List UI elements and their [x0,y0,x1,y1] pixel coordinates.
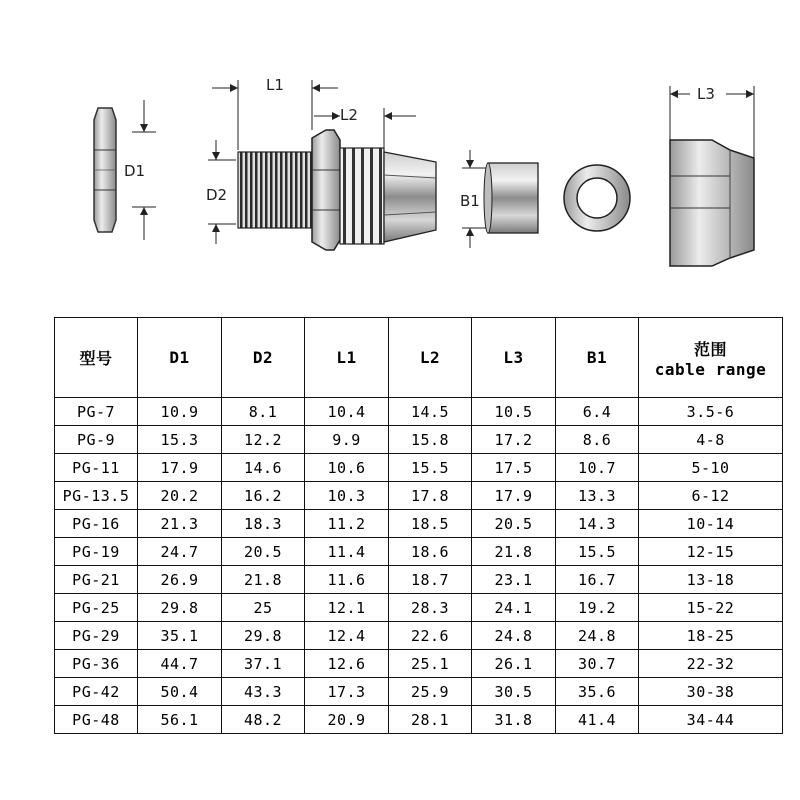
cell-b1: 6.4 [556,398,639,426]
cell-l1: 10.6 [305,454,389,482]
cell-l2: 18.6 [389,538,472,566]
header-model: 型号 [55,318,138,398]
table-row [55,594,783,622]
cell-model: PG-19 [55,538,138,566]
cell-cable-range: 12-15 [639,538,783,566]
cell-l1: 11.4 [305,538,389,566]
cell-b1: 30.7 [556,650,639,678]
cell-l2: 28.1 [389,706,472,734]
cell-l1: 12.4 [305,622,389,650]
cell-l3: 24.8 [472,622,556,650]
header-row [55,318,783,398]
cell-cable-range: 15-22 [639,594,783,622]
cell-l2: 18.5 [389,510,472,538]
cell-d1: 35.1 [138,622,222,650]
cell-model: PG-29 [55,622,138,650]
header-d2: D2 [222,318,305,398]
cell-model: PG-9 [55,426,138,454]
cell-model: PG-36 [55,650,138,678]
cell-l3: 20.5 [472,510,556,538]
cell-d2: 48.2 [222,706,305,734]
table-row [55,678,783,706]
cell-d1: 56.1 [138,706,222,734]
table-row [55,622,783,650]
cell-l2: 28.3 [389,594,472,622]
cell-d1: 20.2 [138,482,222,510]
cell-l3: 17.2 [472,426,556,454]
cell-model: PG-7 [55,398,138,426]
cell-l2: 15.8 [389,426,472,454]
cell-d1: 24.7 [138,538,222,566]
cell-d1: 15.3 [138,426,222,454]
cell-cable-range: 13-18 [639,566,783,594]
spec-table [54,317,783,734]
cell-l1: 20.9 [305,706,389,734]
cell-l2: 25.1 [389,650,472,678]
cell-d2: 20.5 [222,538,305,566]
header-range-en: cable range [654,359,767,379]
cell-l2: 25.9 [389,678,472,706]
cell-d1: 17.9 [138,454,222,482]
cell-d2: 14.6 [222,454,305,482]
cell-l3: 23.1 [472,566,556,594]
header-cable-range [639,318,783,398]
gland-body [238,130,436,250]
cell-l3: 31.8 [472,706,556,734]
label-b1: B1 [460,192,480,210]
table-body [55,398,783,734]
table-row [55,482,783,510]
cell-l3: 26.1 [472,650,556,678]
cell-b1: 8.6 [556,426,639,454]
cell-d2: 25 [222,594,305,622]
cell-model: PG-13.5 [55,482,138,510]
locknut-side [94,108,116,232]
cell-d2: 29.8 [222,622,305,650]
cell-l1: 11.6 [305,566,389,594]
cell-cable-range: 5-10 [639,454,783,482]
table-row [55,510,783,538]
cell-model: PG-11 [55,454,138,482]
cell-d1: 50.4 [138,678,222,706]
cell-d2: 18.3 [222,510,305,538]
cell-b1: 24.8 [556,622,639,650]
table-row [55,706,783,734]
cell-b1: 35.6 [556,678,639,706]
cell-d1: 44.7 [138,650,222,678]
cell-model: PG-42 [55,678,138,706]
cell-l3: 17.9 [472,482,556,510]
dimension-d1 [124,100,156,240]
cell-d2: 43.3 [222,678,305,706]
cell-l3: 30.5 [472,678,556,706]
cell-l2: 22.6 [389,622,472,650]
cell-l2: 17.8 [389,482,472,510]
label-d1: D1 [124,162,146,180]
cell-cable-range: 22-32 [639,650,783,678]
cell-d1: 29.8 [138,594,222,622]
label-l3: L3 [697,85,715,103]
table-row [55,538,783,566]
cell-l2: 14.5 [389,398,472,426]
header-b1: B1 [556,318,639,398]
cell-l1: 17.3 [305,678,389,706]
table-row [55,426,783,454]
cell-b1: 13.3 [556,482,639,510]
cell-cable-range: 10-14 [639,510,783,538]
seal-ring-front [564,165,630,231]
cell-b1: 16.7 [556,566,639,594]
cable-gland-diagram [0,0,800,310]
label-d2: D2 [206,186,228,204]
cell-l1: 9.9 [305,426,389,454]
cell-l2: 18.7 [389,566,472,594]
cell-l1: 11.2 [305,510,389,538]
cell-l1: 10.3 [305,482,389,510]
cell-model: PG-48 [55,706,138,734]
cell-cable-range: 3.5-6 [639,398,783,426]
cell-b1: 10.7 [556,454,639,482]
dimension-d2 [206,140,236,244]
cell-cable-range: 18-25 [639,622,783,650]
cell-b1: 15.5 [556,538,639,566]
cell-d1: 10.9 [138,398,222,426]
cell-d2: 12.2 [222,426,305,454]
cell-d2: 37.1 [222,650,305,678]
cell-b1: 14.3 [556,510,639,538]
cell-d2: 21.8 [222,566,305,594]
cell-model: PG-16 [55,510,138,538]
cell-l3: 10.5 [472,398,556,426]
cell-d2: 8.1 [222,398,305,426]
cell-cable-range: 4-8 [639,426,783,454]
label-l2: L2 [340,106,358,124]
seal-insert-side [460,150,538,248]
cell-d1: 26.9 [138,566,222,594]
table-row [55,398,783,426]
table-row [55,650,783,678]
table-row [55,566,783,594]
cell-l1: 12.1 [305,594,389,622]
header-l2: L2 [389,318,472,398]
cell-model: PG-21 [55,566,138,594]
cell-d2: 16.2 [222,482,305,510]
cell-l3: 21.8 [472,538,556,566]
table-row [55,454,783,482]
cell-b1: 19.2 [556,594,639,622]
cell-l2: 15.5 [389,454,472,482]
header-range-cn: 范围 [693,339,727,359]
header-d1: D1 [138,318,222,398]
cell-l3: 24.1 [472,594,556,622]
header-l1: L1 [305,318,389,398]
cell-cable-range: 6-12 [639,482,783,510]
cell-cable-range: 30-38 [639,678,783,706]
dome-cap [670,85,754,266]
cell-d1: 21.3 [138,510,222,538]
cell-model: PG-25 [55,594,138,622]
cell-b1: 41.4 [556,706,639,734]
cell-l1: 12.6 [305,650,389,678]
header-l3: L3 [472,318,556,398]
cell-l3: 17.5 [472,454,556,482]
label-l1: L1 [266,76,284,94]
cell-cable-range: 34-44 [639,706,783,734]
cell-l1: 10.4 [305,398,389,426]
